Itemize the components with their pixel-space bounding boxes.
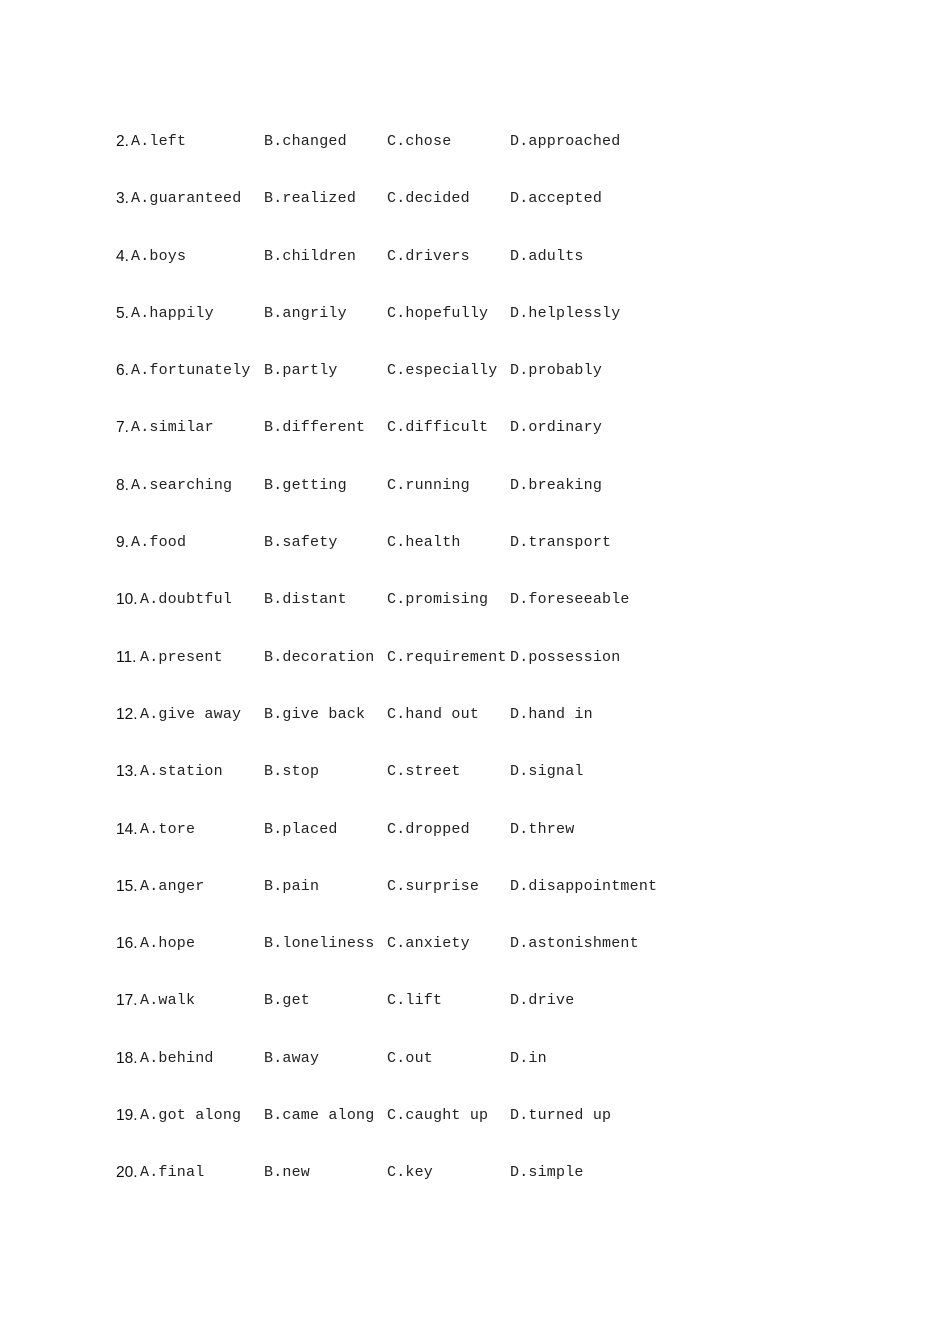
question-number: 20. bbox=[116, 1164, 138, 1182]
option-b: B.came along bbox=[264, 1107, 375, 1125]
option-c: C.drivers bbox=[387, 247, 470, 265]
question-number: 19. bbox=[116, 1107, 138, 1125]
question-number: 6. bbox=[116, 362, 129, 380]
option-c: C.especially bbox=[387, 362, 498, 380]
question-number: 12. bbox=[116, 705, 138, 723]
option-a: A.tore bbox=[140, 820, 196, 838]
option-b: B.away bbox=[264, 1049, 320, 1067]
option-c: C.hopefully bbox=[387, 304, 489, 322]
option-d: D.drive bbox=[510, 992, 575, 1010]
option-a: A.anger bbox=[140, 877, 205, 895]
option-d: D.in bbox=[510, 1049, 547, 1067]
option-b: B.realized bbox=[264, 190, 357, 208]
option-a: A.hope bbox=[140, 935, 196, 953]
question-number: 4. bbox=[116, 247, 129, 265]
question-number: 9. bbox=[116, 534, 129, 552]
option-a: A.final bbox=[140, 1164, 205, 1182]
question-row-20 bbox=[116, 1159, 836, 1216]
question-number: 16. bbox=[116, 935, 138, 953]
option-d: D.approached bbox=[510, 133, 621, 150]
option-c: C.street bbox=[387, 763, 461, 781]
question-number: 5. bbox=[116, 304, 129, 322]
option-d: D.ordinary bbox=[510, 419, 603, 437]
option-d: D.simple bbox=[510, 1164, 584, 1182]
option-a: A.happily bbox=[131, 304, 214, 322]
option-d: D.probably bbox=[510, 362, 603, 380]
question-number: 15. bbox=[116, 877, 138, 895]
option-a: A.behind bbox=[140, 1049, 214, 1067]
option-c: C.key bbox=[387, 1164, 434, 1182]
question-row-10 bbox=[116, 586, 836, 643]
option-d: D.foreseeable bbox=[510, 591, 630, 609]
question-row-4 bbox=[116, 243, 836, 300]
question-row-9 bbox=[116, 529, 836, 586]
option-b: B.distant bbox=[264, 591, 347, 609]
option-a: A.boys bbox=[131, 247, 187, 265]
option-c: C.difficult bbox=[387, 419, 489, 437]
option-c: C.requirement bbox=[387, 648, 507, 666]
question-row-3 bbox=[116, 185, 836, 242]
question-number: 10. bbox=[116, 591, 138, 609]
question-row-5 bbox=[116, 300, 836, 357]
option-d: D.possession bbox=[510, 648, 621, 666]
option-a: A.give away bbox=[140, 705, 242, 723]
option-d: D.threw bbox=[510, 820, 575, 838]
option-a: A.doubtful bbox=[140, 591, 233, 609]
question-row-16 bbox=[116, 930, 836, 987]
option-b: B.changed bbox=[264, 133, 347, 150]
question-row-18 bbox=[116, 1045, 836, 1102]
option-b: B.placed bbox=[264, 820, 338, 838]
option-a: A.station bbox=[140, 763, 223, 781]
option-d: D.turned up bbox=[510, 1107, 612, 1125]
question-number: 3. bbox=[116, 190, 129, 208]
option-d: D.transport bbox=[510, 534, 612, 552]
option-b: B.angrily bbox=[264, 304, 347, 322]
option-b: B.partly bbox=[264, 362, 338, 380]
option-d: D.helplessly bbox=[510, 304, 621, 322]
option-b: B.different bbox=[264, 419, 366, 437]
option-c: C.caught up bbox=[387, 1107, 489, 1125]
question-number: 2. bbox=[116, 133, 129, 150]
option-b: B.get bbox=[264, 992, 311, 1010]
option-a: A.guaranteed bbox=[131, 190, 242, 208]
question-row-12 bbox=[116, 701, 836, 758]
option-c: C.dropped bbox=[387, 820, 470, 838]
question-number: 18. bbox=[116, 1049, 138, 1067]
question-row-6 bbox=[116, 357, 836, 414]
option-b: B.new bbox=[264, 1164, 311, 1182]
question-row-7 bbox=[116, 414, 836, 471]
question-list bbox=[116, 128, 836, 1217]
option-a: A.fortunately bbox=[131, 362, 251, 380]
option-d: D.breaking bbox=[510, 476, 603, 494]
option-a: A.got along bbox=[140, 1107, 242, 1125]
option-b: B.decoration bbox=[264, 648, 375, 666]
option-b: B.loneliness bbox=[264, 935, 375, 953]
question-number: 7. bbox=[116, 419, 129, 437]
option-c: C.chose bbox=[387, 133, 452, 150]
question-row-17 bbox=[116, 987, 836, 1044]
option-b: B.give back bbox=[264, 705, 366, 723]
option-b: B.getting bbox=[264, 476, 347, 494]
option-a: A.walk bbox=[140, 992, 196, 1010]
option-a: A.food bbox=[131, 534, 187, 552]
option-a: A.similar bbox=[131, 419, 214, 437]
option-c: C.hand out bbox=[387, 705, 480, 723]
option-c: C.anxiety bbox=[387, 935, 470, 953]
question-row-13 bbox=[116, 758, 836, 815]
question-number: 17. bbox=[116, 992, 138, 1010]
question-number: 11. bbox=[116, 648, 137, 666]
option-d: D.astonishment bbox=[510, 935, 639, 953]
option-b: B.safety bbox=[264, 534, 338, 552]
option-c: C.health bbox=[387, 534, 461, 552]
option-d: D.signal bbox=[510, 763, 584, 781]
option-c: C.running bbox=[387, 476, 470, 494]
option-b: B.children bbox=[264, 247, 357, 265]
option-c: C.out bbox=[387, 1049, 434, 1067]
question-row-11 bbox=[116, 644, 836, 701]
option-d: D.hand in bbox=[510, 705, 593, 723]
question-number: 14. bbox=[116, 820, 138, 838]
question-row-19 bbox=[116, 1102, 836, 1159]
question-number: 8. bbox=[116, 476, 129, 494]
option-c: C.decided bbox=[387, 190, 470, 208]
question-row-8 bbox=[116, 472, 836, 529]
option-c: C.lift bbox=[387, 992, 443, 1010]
option-b: B.pain bbox=[264, 877, 320, 895]
option-a: A.present bbox=[140, 648, 223, 666]
option-a: A.searching bbox=[131, 476, 233, 494]
option-c: C.surprise bbox=[387, 877, 480, 895]
option-d: D.accepted bbox=[510, 190, 603, 208]
option-d: D.disappointment bbox=[510, 877, 658, 895]
question-row-14 bbox=[116, 816, 836, 873]
question-number: 13. bbox=[116, 763, 138, 781]
option-a: A.left bbox=[131, 133, 187, 150]
question-row-2 bbox=[116, 128, 836, 185]
option-b: B.stop bbox=[264, 763, 320, 781]
option-d: D.adults bbox=[510, 247, 584, 265]
option-c: C.promising bbox=[387, 591, 489, 609]
question-row-15 bbox=[116, 873, 836, 930]
